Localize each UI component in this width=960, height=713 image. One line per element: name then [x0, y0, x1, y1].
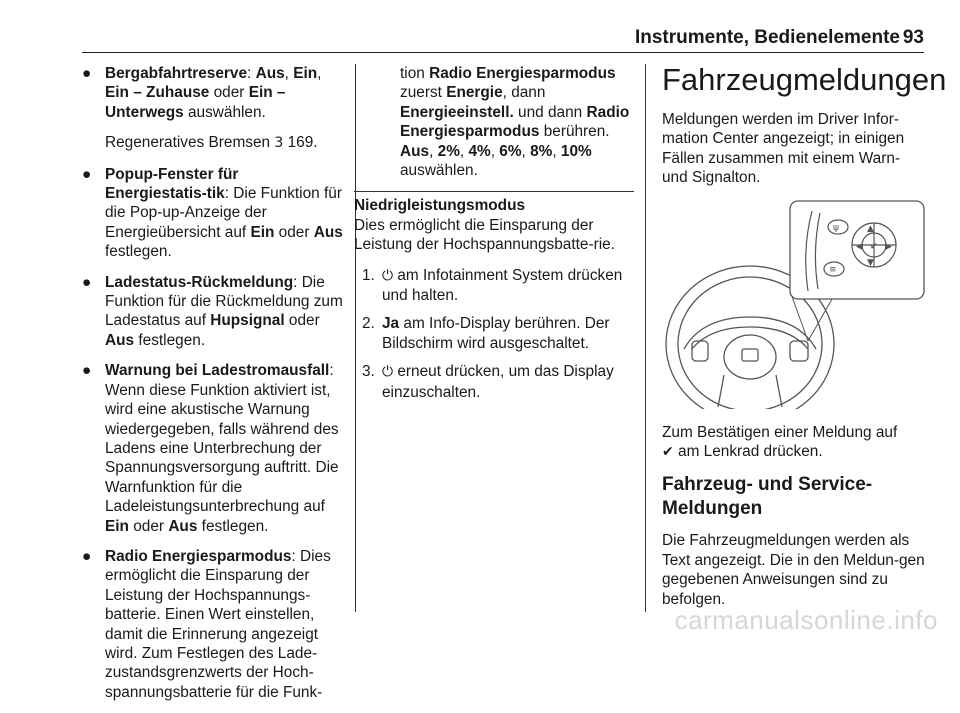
svg-text:◀: ◀ [856, 241, 863, 252]
confirm-instruction [662, 423, 926, 463]
option: 10% [560, 142, 592, 160]
option: 2% [437, 142, 460, 160]
text: : Wenn diese Funktion aktiviert ist, wird eine akustische Warnung wiedergegeben, falls während des Ladens eine Unterbrechung der Spannungsversorgung auftritt. Die Warnfunktion für die Ladeleistungsunterbrechung auf [105, 362, 339, 516]
option: Radio Energiesparmodus [429, 65, 616, 82]
text: oder [284, 312, 320, 330]
bullet: ● [82, 547, 92, 565]
text: oder [209, 84, 249, 102]
text: , [429, 142, 438, 160]
step-number: 2. [362, 315, 375, 333]
subsection-title: Fahrzeug- und Service-Meldungen [662, 474, 873, 520]
power-icon: ⏻ [382, 364, 394, 381]
text: , [284, 65, 294, 82]
power-icon: ⏻ [382, 267, 394, 284]
watermark: carmanualsonline.info [674, 605, 938, 635]
text: auswählen. [183, 103, 266, 121]
text: oder [274, 223, 314, 241]
step-text: am Info-Display berühren. Der Bildschirm wird ausgeschaltet. [382, 315, 610, 352]
page-number: 93 [902, 27, 924, 48]
text: , [521, 142, 531, 160]
text: , [552, 142, 561, 160]
page-header-title: Instrumente, Bedienelemente [634, 27, 900, 48]
option: Ein – Zuhause [105, 84, 210, 102]
text: , [317, 65, 322, 82]
option: Aus [255, 65, 285, 82]
text: berühren. [539, 123, 610, 141]
list-item [82, 361, 344, 536]
option: Ein [105, 517, 129, 535]
section-heading: Niedrigleistungsmodus [354, 197, 526, 215]
page-header [0, 0, 960, 60]
column-2 [354, 64, 634, 411]
cross-reference [82, 133, 344, 153]
svg-text:▼: ▼ [867, 257, 874, 268]
step-text: am Infotainment System drücken und halten. [382, 266, 623, 305]
bullet: ● [82, 273, 92, 291]
step-item [354, 362, 634, 402]
column-1 [82, 64, 344, 713]
text: : Die Funktion für die Pop-up-Anzeige der Energieübersicht auf [105, 185, 342, 241]
setting-name: Popup-Fenster für Energiestatis-tik [105, 165, 239, 203]
list-item [82, 547, 344, 702]
text: festlegen. [197, 517, 269, 535]
text: : Die Funktion für die Rückmeldung zum Ladestatus auf [105, 273, 343, 330]
option: 8% [530, 142, 553, 160]
text: tion [400, 65, 430, 82]
option: Energie [446, 84, 503, 102]
step-item [354, 266, 634, 306]
option: Ein [250, 223, 275, 241]
setting-name: Warnung bei Ladestromausfall [105, 362, 330, 380]
option: Energieeinstell. [400, 103, 514, 121]
setting-name: Ladestatus-Rückmeldung [105, 273, 294, 291]
section-text: Dies ermöglicht die Einsparung der Leistung der Hochspannungsbatte-rie. [354, 216, 615, 254]
option: 6% [499, 142, 522, 160]
text: auswählen. [400, 162, 478, 180]
option: Aus [313, 223, 343, 241]
svg-text:ψ: ψ [833, 222, 839, 233]
column-divider [645, 64, 646, 612]
text: festlegen. [105, 243, 172, 261]
page-ref: 169. [283, 134, 318, 152]
option: Aus [400, 142, 430, 160]
option: Aus [168, 517, 198, 535]
option: Ein – Unterwegs [105, 84, 286, 121]
option: Radio Energiesparmodus [400, 103, 630, 141]
text: oder [128, 517, 169, 535]
bullet: ● [82, 165, 92, 183]
text: , [459, 142, 469, 160]
text: : [247, 65, 256, 82]
text: am Lenkrad drücken. [673, 443, 823, 461]
section-title: Fahrzeugmeldungen [662, 62, 947, 97]
bullet: ● [82, 65, 92, 82]
list-item [82, 165, 344, 262]
checkmark-icon: ✔ [662, 444, 674, 461]
intro-text: Meldungen werden im Driver Infor-mation Center angezeigt; in einigen Fällen zusammen mit einem Warn- und Signalton. [662, 111, 905, 187]
step-item [354, 314, 634, 353]
step-text: erneut drücken, um das Display einzuschalten. [382, 363, 614, 401]
text: Regeneratives Bremsen [105, 134, 275, 152]
svg-text:▲: ▲ [867, 223, 874, 234]
text: , [490, 142, 500, 160]
option: Hupsignal [210, 312, 285, 330]
step-number: 1. [362, 266, 375, 284]
option: Ja [382, 315, 400, 333]
option: Ein [293, 65, 318, 82]
list-item [82, 64, 344, 122]
bullet: ● [82, 362, 92, 380]
svg-text:✔: ✔ [870, 241, 878, 252]
steering-wheel-illustration [662, 199, 926, 409]
option: 4% [468, 142, 491, 160]
subsection-text: Die Fahrzeugmeldungen werden als Text angezeigt. Die in den Meldun-gen gegebenen Anweisungen sind zu befolgen. [662, 532, 925, 608]
section-low-power [354, 191, 634, 402]
option: Aus [105, 331, 135, 349]
page-reference-icon: 3 [274, 135, 284, 152]
setting-name: Bergabfahrtreserve [105, 65, 248, 82]
text: festlegen. [134, 331, 206, 349]
text: : Dies ermöglicht die Einsparung der Leistung der Hochspannungs-batterie. Einen Wert einstellen, damit die Erinnerung angezeigt wird. Zum Festlegen des Lade-zustandsgrenzwerts der Hoch-spannungsbatterie für die Funk- [105, 547, 331, 701]
list-item-continuation [372, 64, 634, 180]
header-rule [82, 52, 924, 53]
text: , dann [502, 84, 546, 102]
text: und dann [513, 103, 587, 121]
step-number: 3. [362, 363, 375, 381]
setting-name: Radio Energiesparmodus [105, 547, 292, 565]
svg-text:▶: ▶ [885, 241, 892, 252]
list-item [82, 273, 344, 351]
text: Zum Bestätigen einer Meldung auf [662, 423, 898, 441]
text: zuerst [400, 84, 447, 102]
svg-text:≡: ≡ [829, 264, 837, 275]
